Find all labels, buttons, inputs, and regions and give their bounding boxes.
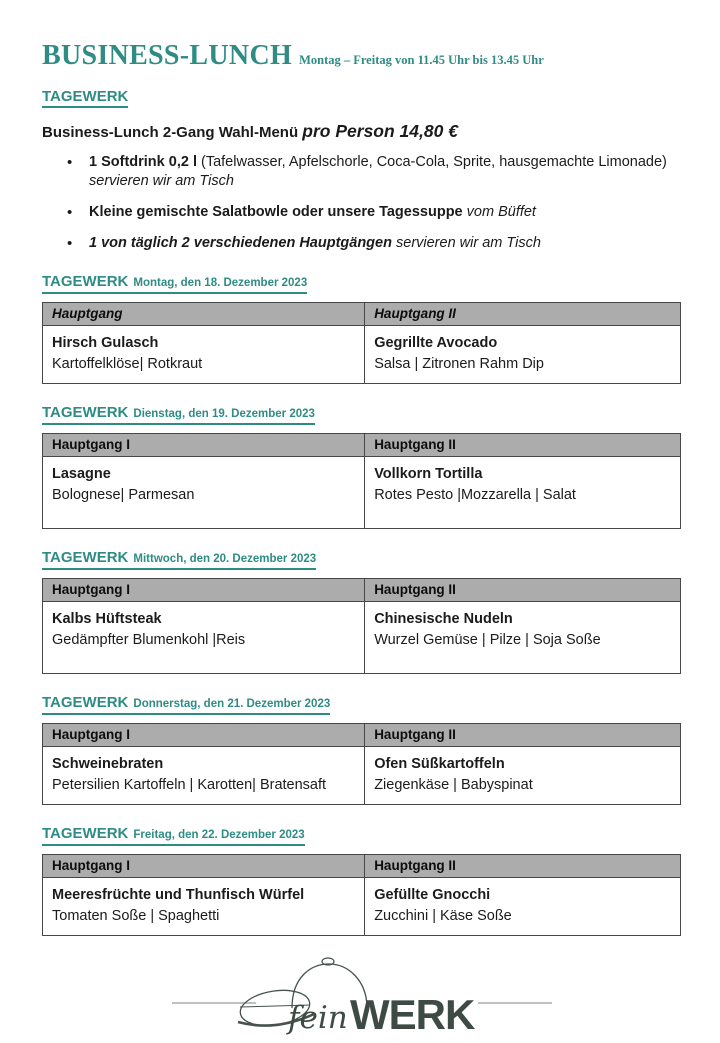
section-heading-title: TAGEWERK [42,825,129,842]
page-subtitle: Montag – Freitag von 11.45 Uhr bis 13.45 Uhr [299,53,544,67]
dish-sides: Tomaten Soße | Spaghetti [52,908,220,924]
dish-sides: Wurzel Gemüse | Pilze | Soja Soße [374,632,601,648]
page-title: BUSINESS-LUNCH [42,40,293,71]
dish-cell [43,747,365,805]
dish-name: Meeresfrüchte und Thunfisch Würfel [52,887,305,903]
dish-cell [43,878,365,936]
section-heading-date: Freitag, den 22. Dezember 2023 [133,829,305,841]
bullet-rest: servieren wir am Tisch [396,235,541,251]
column-header: Hauptgang I [43,855,365,878]
menu-table [42,854,681,936]
bullet-item-hauptgang [89,234,681,253]
document-title-row [42,40,681,72]
bullet-item-salat [89,203,681,222]
column-header: Hauptgang [43,303,365,326]
section-heading [42,550,316,570]
dish-sides: Kartoffelklöse| Rotkraut [52,356,203,372]
dish-name: Kalbs Hüftsteak [52,611,162,627]
dish-name: Vollkorn Tortilla [374,466,483,482]
section-heading-title: TAGEWERK [42,549,129,566]
dish-sides: Salsa | Zitronen Rahm Dip [374,356,544,372]
bullet-rest: vom Büffet [466,204,536,220]
dish-name: Gefüllte Gnocchi [374,887,491,903]
bullet-line2: servieren wir am Tisch [89,173,234,189]
dish-sides: Gedämpfter Blumenkohl |Reis [52,632,246,648]
dish-sides: Zucchini | Käse Soße [374,908,512,924]
dish-sides: Petersilien Kartoffeln | Karotten| Bratensaft [52,777,327,793]
dish-cell [365,326,681,384]
table-row [43,326,681,384]
menu-table [42,723,681,805]
section-heading-date: Mittwoch, den 20. Dezember 2023 [133,553,317,565]
dish-cell [43,457,365,529]
column-header: Hauptgang I [43,579,365,602]
menu-day-section-dienstag [42,404,681,529]
dish-name: Ofen Süßkartoffeln [374,756,505,772]
bullet-lead: Kleine gemischte Salatbowle oder unsere Tagessuppe [89,204,463,220]
bullet-item-softdrink [89,153,681,191]
column-header: Hauptgang II [365,579,681,602]
column-header: Hauptgang II [365,434,681,457]
dish-cell [365,747,681,805]
dish-name: Chinesische Nudeln [374,611,513,627]
menu-pricing-price: pro Person 14,80 € [302,121,458,141]
section-heading [42,405,315,425]
logo-wordmark: WERK [349,991,474,1038]
column-header: Hauptgang I [43,434,365,457]
section-heading-title: TAGEWERK [42,273,129,290]
section-heading [42,274,307,294]
table-row [43,602,681,674]
column-header: Hauptgang I [43,724,365,747]
bullet-lead: 1 von täglich 2 verschiedenen Hauptgängen [89,235,392,251]
section-heading [42,826,305,846]
menu-table [42,302,681,384]
menu-pricing-bold: Business-Lunch 2-Gang Wahl-Menü [42,124,299,141]
dish-cell [365,878,681,936]
dish-cell [365,457,681,529]
dish-name: Gegrillte Avocado [374,335,498,351]
logo-script: fein [287,1000,348,1036]
section-heading-date: Donnerstag, den 21. Dezember 2023 [133,698,331,710]
menu-pricing-line [42,121,681,142]
section-heading-title: TAGEWERK [42,404,129,421]
table-row [43,878,681,936]
menu-table [42,433,681,529]
footer-logo [42,956,681,1043]
column-header: Hauptgang II [365,303,681,326]
dish-sides: Bolognese| Parmesan [52,487,195,503]
dish-cell [365,602,681,674]
menu-table [42,578,681,674]
dish-name: Hirsch Gulasch [52,335,159,351]
menu-day-section-freitag [42,825,681,936]
column-header: Hauptgang II [365,724,681,747]
feinwerk-logo [172,956,552,1038]
dish-cell [43,602,365,674]
bullet-list [42,153,681,253]
dish-sides: Rotes Pesto |Mozzarella | Salat [374,487,576,503]
tagewerk-heading: TAGEWERK [42,88,128,108]
section-heading-title: TAGEWERK [42,694,129,711]
table-row [43,457,681,529]
menu-day-section-montag [42,273,681,384]
menu-day-section-mittwoch [42,549,681,674]
dish-sides: Ziegenkäse | Babyspinat [374,777,533,793]
column-header: Hauptgang II [365,855,681,878]
dish-name: Schweinebraten [52,756,164,772]
bullet-lead: 1 Softdrink 0,2 l [89,154,197,170]
table-row [43,747,681,805]
bullet-rest: (Tafelwasser, Apfelschorle, Coca-Cola, Sprite, hausgemachte Limonade) [201,154,667,170]
dish-name: Lasagne [52,466,111,482]
section-heading-date: Montag, den 18. Dezember 2023 [133,277,308,289]
dish-cell [43,326,365,384]
section-heading-date: Dienstag, den 19. Dezember 2023 [133,408,315,420]
section-heading [42,695,330,715]
menu-day-section-donnerstag [42,694,681,805]
